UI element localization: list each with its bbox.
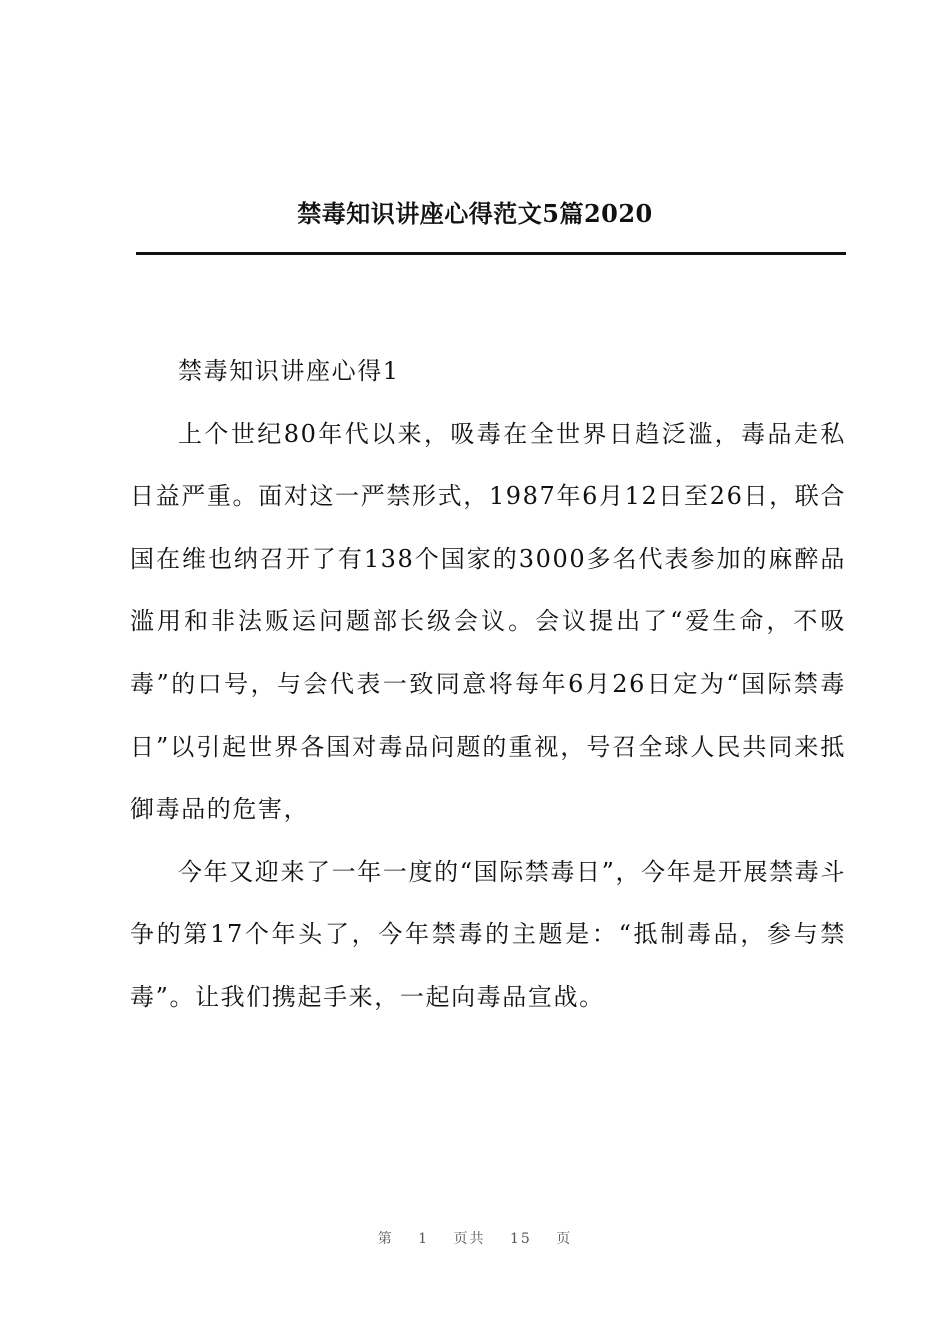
body-paragraph: 今年又迎来了一年一度的“国际禁毒日”，今年是开展禁毒斗争的第17个年头了，今年禁毒的主题是：“抵制毒品，参与禁毒”。让我们携起手来，一起向毒品宣战。 [130, 857, 846, 1011]
section-heading: 禁毒知识讲座心得1 [178, 357, 400, 385]
footer-prefix: 第 [377, 1231, 394, 1247]
title-underline [136, 252, 846, 255]
footer-mid: 页共 [453, 1231, 486, 1247]
document-title: 禁毒知识讲座心得范文5篇2020 [297, 199, 653, 228]
total-pages-number: 15 [510, 1231, 532, 1247]
document-body [130, 340, 846, 1029]
current-page-number: 1 [418, 1231, 430, 1247]
footer-suffix: 页 [556, 1231, 573, 1247]
page-footer [0, 1228, 950, 1248]
body-paragraph: 上个世纪80年代以来，吸毒在全世界日趋泛滥，毒品走私日益严重。面对这一严禁形式，1987年6月12日至26日，联合国在维也纳召开了有138个国家的3000多名代表参加的麻醉品滥用和非法贩运问题部长级会议。会议提出了“爱生命，不吸毒”的口号，与会代表一致同意将每年6月26日定为“国际禁毒日”以引起世界各国对毒品问题的重视，号召全球人民共同来抵御毒品的危害， [130, 419, 846, 824]
